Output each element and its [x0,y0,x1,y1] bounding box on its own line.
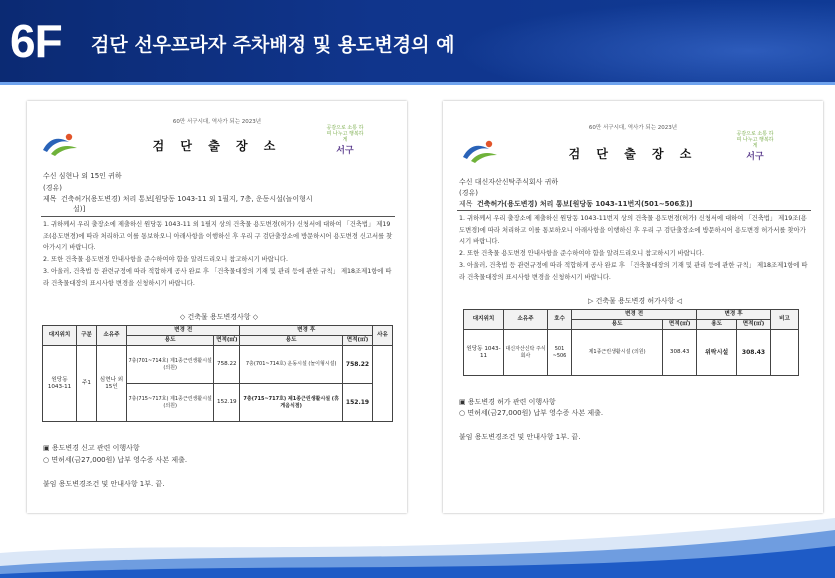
th-owner: 소유주 [504,310,548,330]
th-after-area: 면적(㎡) [343,336,373,346]
doc-via: (경유) [43,184,62,192]
cell-r1-before-use: 7층(701~714호) 제1종근린생활시설 (의원) [127,346,214,384]
th-before-area: 면적(㎡) [663,320,697,330]
attachment: 붙임 용도변경조건 및 안내사항 1부. 끝. [459,433,581,441]
doc-subject [43,194,395,204]
cell-r1-after-use: 7층(701~714호) 운동시설 (놀이형시설) [240,346,343,384]
doc-subject-cont: 설)] [73,205,86,213]
slogan-logo [735,131,775,165]
doc-subject [459,199,811,209]
cell-r1-after-area: 758.22 [343,346,373,384]
cell-before-use: 제1종근린생활시설 (의원) [572,330,663,376]
notice-item: ○ 면허세(금27,000원) 납부 영수증 사본 제출. [459,409,604,417]
doc-motto: 60만 서구시대, 역사가 되는 2023년 [172,119,262,125]
subject-label: 제목 [43,195,57,203]
left-document [27,101,407,513]
slogan-name: 서구 [336,146,354,156]
attachment: 붙임 용도변경조건 및 안내사항 1부. 끝. [43,480,165,488]
cell-owner: 대신자산신탁 주식회사 [504,330,548,376]
slide-title: 검단 선우프라자 주차배정 및 용도변경의 예 [91,34,455,56]
slide-code: 6F [10,15,62,67]
paragraph-1: 1. 귀하께서 우리 출장소에 제출하신 원당동 1043-11 외 1필지 상의 건축물 용도변경(허가) 신청서에 대하여 「건축법」 제19조(용도변경)에 따라 처리하고 이를 통보하오니 아래사항을 이행하신 후 우리 구 검단출장소에 방문하시어 용도변경 신고서를 찾아가시기 바랍니다. [43,221,393,251]
change-table [42,325,393,422]
cell-type: 주1 [77,346,97,422]
th-after-area: 면적(㎡) [737,320,771,330]
permit-table [463,309,799,376]
divider [457,210,811,211]
doc-issuer: 검 단 출 장 소 [152,139,282,153]
th-type: 구분 [77,326,97,346]
header-banner [0,0,835,85]
th-before: 변경 전 [127,326,240,336]
doc-via: (경유) [459,189,478,197]
notice-item: ○ 면허세(금27,000원) 납부 영수증 사본 제출. [43,456,188,464]
cell-before-area: 308.43 [663,330,697,376]
cell-note [373,346,393,422]
doc-recipient: 수신 대신자산신탁주식회사 귀하 [459,178,559,186]
cell-r2-before-use: 7층(715~717호) 제1종근린생활시설 (의원) [127,384,214,422]
banner-rule [0,82,835,85]
cell-r1-before-area: 758.22 [214,346,240,384]
th-site: 대지위치 [43,326,77,346]
notice-title: ▣ 용도변경 허가 관련 이행사항 [459,398,556,406]
cell-unit: 501 ~506 [548,330,572,376]
th-before-use: 용도 [572,320,663,330]
th-after-use: 용도 [240,336,343,346]
th-unit: 호수 [548,310,572,330]
th-before-use: 용도 [127,336,214,346]
th-after-use: 용도 [697,320,737,330]
cell-after-use: 위락시설 [697,330,737,376]
th-note: 사유 [373,326,393,346]
slogan-logo [325,125,365,159]
th-before: 변경 전 [572,310,697,320]
doc-issuer: 검 단 출 장 소 [568,147,698,161]
doc-motto: 60만 서구시대, 역사가 되는 2023년 [588,125,678,131]
paragraph-2: 2. 또한 건축물 용도변경 안내사항을 준수하여야 함을 알려드리오니 참고하시기 바랍니다. [459,250,705,257]
cell-r2-after-area: 152.19 [343,384,373,422]
th-after: 변경 후 [240,326,373,336]
paragraph-2: 2. 또한 건축물 용도변경 안내사항을 준수하여야 함을 알려드리오니 참고하시기 바랍니다. [43,256,289,263]
slogan-name: 서구 [746,152,764,162]
banner-highlight [455,0,835,85]
cell-note [771,330,799,376]
right-document [443,101,823,513]
th-site: 대지위치 [464,310,504,330]
paragraph-3: 3. 아울러, 건축법 등 관련규정에 따라 적합하게 공사 완료 후 「건축물대장의 기재 및 관리 등에 관한 규칙」 제18조제1항에 따라 건축물대장의 표시사항 변경을 신청하시기 바랍니다. [43,268,392,287]
table-title: ◇ 건축물 용도변경사항 ◇ [179,313,259,321]
slogan-text: 공감으로 소통 하며 나누고 행복하게 [326,125,364,143]
subject-text: 건축허가(용도변경) 처리 통보[원당동 1043-11번지(501~506호)] [476,200,693,208]
th-owner: 소유주 [97,326,127,346]
cell-site: 원당동 1043-11 [464,330,504,376]
paragraph-3: 3. 아울러, 건축법 등 관련규정에 따라 적합하게 공사 완료 후 「건축물대장의 기재 및 관리 등에 관한 규칙」 제18조제1항에 따라 건축물대장의 표시사항 변경을 신청하시기 바랍니다. [459,262,808,281]
notice-title: ▣ 용도변경 신고 관련 이행사항 [43,444,140,452]
cell-r2-after-use: 7층(715~717호) 제1종근린생활시설 (휴게음식점) [240,384,343,422]
cell-site: 원당동 1043-11 [43,346,77,422]
paragraph-1: 1. 귀하께서 우리 출장소에 제출하신 원당동 1043-11번지 상의 건축물 용도변경(허가) 신청서에 대하여 「건축법」 제19조(용도변경)에 따라 처리하고 이를 통보하오니 아래사항을 이행하신 후 우리 구 검단출장소에 방문하시어 용도변경 허가서를 찾아가시기 바랍니다. [459,215,807,245]
th-note: 비고 [771,310,799,330]
cell-r2-before-area: 152.19 [214,384,240,422]
subject-label: 제목 [459,200,473,208]
table-title: ▷ 건축물 용도변경 허가사항 ◁ [587,297,683,305]
th-before-area: 면적(㎡) [214,336,240,346]
divider [41,216,395,217]
doc-recipient: 수신 심현나 외 15인 귀하 [43,172,122,180]
slogan-text: 공감으로 소통 하며 나누고 행복하게 [736,131,774,149]
cell-owner: 심현나 외 15인 [97,346,127,422]
cell-after-area: 308.43 [737,330,771,376]
subject-text: 건축허가(용도변경) 처리 통보[원당동 1043-11 외 1필지, 7층, 운동시설(놀이형시 [60,195,313,203]
bottom-wave [0,508,835,578]
th-after: 변경 후 [697,310,771,320]
